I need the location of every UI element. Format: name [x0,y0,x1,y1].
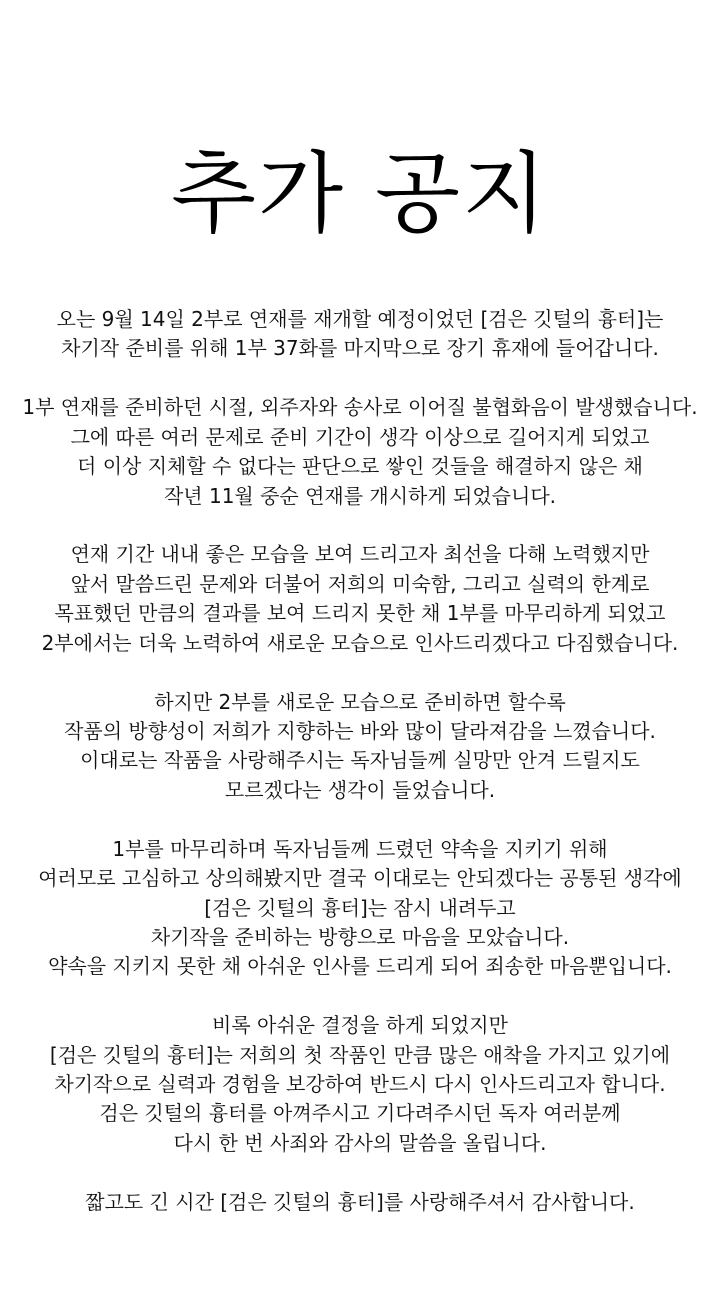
text-line: 검은 깃털의 흉터를 아껴주시고 기다려주시던 독자 여러분께 [99,1101,621,1126]
text-line: 그에 따른 여러 문제로 준비 기간이 생각 이상으로 길어지게 되었고 [70,424,650,449]
paragraph-decision [0,835,720,982]
paragraph-direction [0,688,720,806]
paragraph-resumption-cancelled [0,305,720,364]
text-line: 1부를 마무리하며 독자님들께 드렸던 약속을 지키기 위해 [112,836,608,861]
text-line: 연재 기간 내내 좋은 모습을 보여 드리고자 최선을 다해 노력했지만 [70,542,650,567]
text-line: 다시 한 번 사죄와 감사의 말씀을 올립니다. [173,1130,547,1155]
paragraph-background [0,393,720,511]
paragraph-promise [0,1011,720,1158]
text-line: 차기작을 준비하는 방향으로 마음을 모았습니다. [150,924,570,949]
text-line: 하지만 2부를 새로운 모습으로 준비하면 할수록 [154,689,566,714]
text-line: 앞서 말씀드린 문제와 더불어 저희의 미숙함, 그리고 실력의 한계로 [70,571,650,596]
text-line: 1부 연재를 준비하던 시절, 외주자와 송사로 이어질 불협화음이 발생했습니다. [22,395,698,420]
text-line: 차기작으로 실력과 경험을 보강하여 반드시 다시 인사드리고자 합니다. [54,1072,666,1097]
text-line: 작품의 방향성이 저희가 지향하는 바와 많이 달라져감을 느꼈습니다. [64,718,656,743]
text-line: 비록 아쉬운 결정을 하게 되었지만 [212,1013,508,1038]
text-line: 목표했던 만큼의 결과를 보여 드리지 못한 채 1부를 마무리하게 되었고 [54,601,666,626]
text-line: 2부에서는 더욱 노력하여 새로운 모습으로 인사드리겠다고 다짐했습니다. [41,630,679,655]
page-title: 추가 공지 [170,141,549,245]
text-line: 이대로는 작품을 사랑해주시는 독자님들께 실망만 안겨 드릴지도 [80,748,640,773]
text-line: 작년 11월 중순 연재를 개시하게 되었습니다. [163,483,557,508]
paragraph-thanks [0,1188,720,1217]
text-line: [검은 깃털의 흉터]는 잠시 내려두고 [204,895,516,920]
text-line: 차기작 준비를 위해 1부 37화를 마지막으로 장기 휴재에 들어갑니다. [61,336,659,361]
text-line: 더 이상 지체할 수 없다는 판단으로 쌓인 것들을 해결하지 않은 채 [77,454,643,479]
text-line: 약속을 지키지 못한 채 아쉬운 인사를 드리게 되어 죄송한 마음뿐입니다. [48,954,672,979]
text-line: [검은 깃털의 흉터]는 저희의 첫 작품인 만큼 많은 애착을 가지고 있기에 [49,1042,671,1067]
text-line: 여러모로 고심하고 상의해봤지만 결국 이대로는 안되겠다는 공통된 생각에 [38,866,682,891]
text-line: 짧고도 긴 시간 [검은 깃털의 흉터]를 사랑해주셔서 감사합니다. [85,1189,635,1214]
text-line: 오는 9월 14일 2부로 연재를 재개할 예정이었던 [검은 깃털의 흉터]는 [56,307,664,331]
text-line: 모르겠다는 생각이 들었습니다. [224,777,496,802]
notice-body [0,305,720,1247]
paragraph-effort [0,540,720,658]
